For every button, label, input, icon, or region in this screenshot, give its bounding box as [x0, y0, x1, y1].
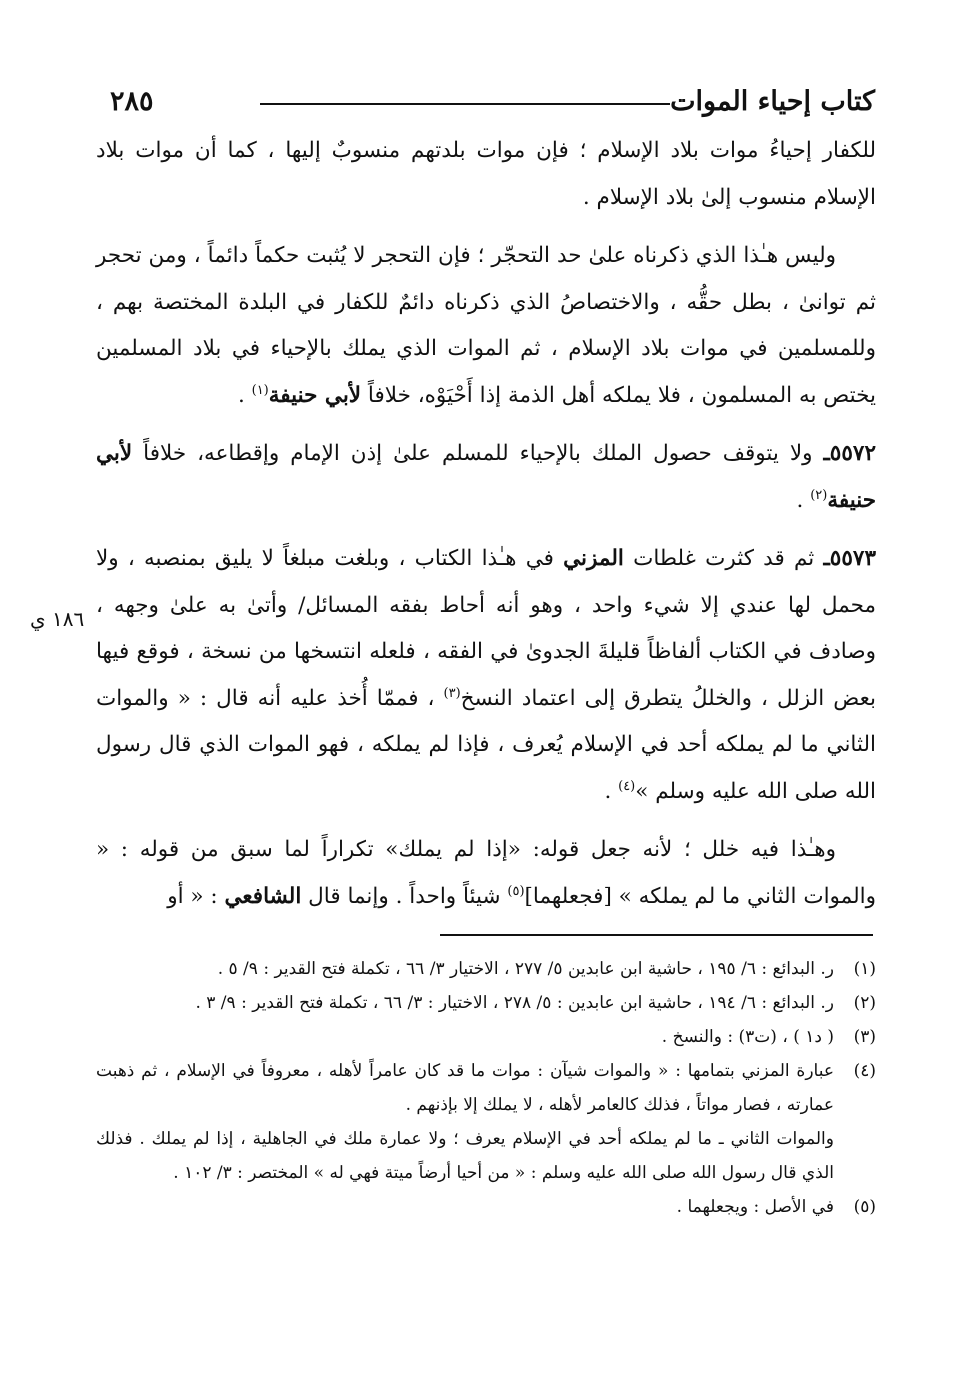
paragraph-4-end: . [604, 778, 619, 804]
footnote-text: في الأصل : ويجعلهما . [676, 1197, 834, 1217]
header-rule [260, 103, 670, 105]
paragraph-4 [96, 536, 876, 815]
paragraph-3-text: ولا يتوقف حصول الملك بالإحياء للمسلم علىٰ إذن الإمام وإقطاعه، خلافاً [132, 441, 824, 466]
running-title: كتاب إحياء الموات [670, 86, 875, 117]
footnote-text: عبارة المزني بتمامها : « والموات شيآن : موات ما قد كان عامراً لأهله ، معروفاً في الإسلام ، ثم ذهبت عمارته ، فصار مواتاً ، فذلك كالعامر لأهله ، لا يملك إلا بإذنهم . [96, 1061, 834, 1115]
paragraph-number-5573: ٥٥٧٣ـ [823, 546, 876, 571]
footnote-ref-1: (١) [251, 382, 269, 398]
footnote-number: (٥) [853, 1197, 876, 1217]
paragraph-4-text-b: في هـٰذا الكتاب ، وبلغت مبلغاً لا يليق بمنصبه ، ولا محمل لها عندي إلا شيء واحد ، وهو أنه أحاط بفقه المسائل/ وأتىٰ به علىٰ وجهه ، وصادف في الكتاب ألفاظاً قليلةَ الجدوىٰ في الفقه ، فلعله انتسخها من نسخة ، فوقع فيها بعض الزلل ، والخللُ يتطرق إلى اعتماد النسخ [96, 546, 876, 711]
paragraph-1-text: للكفار إحياءُ موات بلاد الإسلام ؛ فإن موات بلدتهم منسوبٌ إليها ، كما أن موات بلاد الإسلام منسوب إلىٰ بلاد الإسلام . [96, 138, 876, 210]
footnote-text: ( د١ ) ، (ت٣) : والنسخ . [661, 1027, 834, 1047]
paragraph-5-text-a: وهـٰذا فيه خلل ؛ لأنه جعل قوله: «إذا لم يملك» تكراراً لما سبق من قوله : « والموات الثاني ما لم يملكه » [فجعلهما] [96, 837, 876, 909]
footnote-text: ر. البدائع : ٦/ ١٩٤ ، حاشية ابن عابدين : ٥/ ٢٧٨ ، الاختيار : ٣/ ٦٦ ، تكملة فتح القدير : ٩/ ٣ . [195, 993, 834, 1013]
name-shafii: الشافعي [224, 883, 302, 909]
footnote-2 [96, 986, 876, 1020]
paragraph-number-5572: ٥٥٧٢ـ [823, 441, 876, 466]
paragraph-2-text: وليس هـٰذا الذي ذكرناه علىٰ حد التحجّر ؛ فإن التحجر لا يُثبت حكماً دائماً ، ومن تحجر ثم توانىٰ ، بطل حقُّه ، والاختصاصُ الذي ذكرناه دائمٌ للكفار في البلدة المختصة بهم ، وللمسلمين في موات بلاد الإسلام ، ثم الموات الذي يملك بالإحياء في بلاد المسلمين يختص به المسلمون ، فلا يملكه أهل الذمة إذا أَحْيَوْه، خلافاً [96, 243, 876, 408]
name-abu-hanifa: لأبي حنيفة [268, 382, 362, 408]
paragraph-3-end: . [796, 487, 811, 513]
footnote-4-continuation: والموات الثاني ـ ما لم يملكه أحد في الإسلام يعرف ؛ ولا عمارة ملك في الجاهلية ، إذا لم يملك . فذلك الذي قال رسول الله صلى الله عليه وسلم : « من أحيا أرضاً ميتة فهي له » المختصر : ٣/ ١٠٢ . [96, 1129, 834, 1183]
footnote-ref-5: (٥) [507, 883, 525, 899]
footnote-text: ر. البدائع : ٦/ ١٩٥ ، حاشية ابن عابدين ٥/ ٢٧٧ ، الاختيار ٣/ ٦٦ ، تكملة فتح القدير : ٩/ ٥ . [217, 959, 834, 979]
main-text [96, 128, 876, 920]
footnote-ref-2: (٢) [810, 487, 828, 503]
footnote-number: (٣) [853, 1027, 876, 1047]
footnote-5 [96, 1190, 876, 1224]
paragraph-5-text-c: : « أو [167, 883, 225, 909]
paragraph-4-text-c: ، فممّا أُخذ عليه أنه قال : « والموات الثاني ما لم يملكه أحد في الإسلام يُعرف ، فإذا لم يملكه ، فهو الموات الذي قال رسول الله صلى الله عليه وسلم » [96, 685, 876, 804]
footnote-1 [96, 952, 876, 986]
page-header [100, 80, 875, 124]
paragraph-5 [96, 827, 876, 920]
paragraph-5-text-b: شيئاً واحداً . وإنما قال [301, 883, 508, 909]
footnote-ref-3: (٣) [443, 685, 461, 701]
name-abu-hanifa: لأبي حنيفة [96, 441, 876, 513]
page-number: ٢٨٥ [110, 86, 154, 117]
paragraph-3 [96, 431, 876, 524]
paragraph-2-end: . [237, 382, 252, 408]
footnote-separator [440, 934, 873, 936]
footnote-4 [96, 1054, 876, 1122]
footnotes [96, 952, 876, 1224]
name-muzani: المزني [563, 546, 624, 571]
paragraph-2 [96, 233, 876, 419]
footnote-number: (١) [853, 959, 876, 979]
paragraph-4-text-a: ثم قد كثرت غلطات [623, 546, 824, 571]
footnote-ref-4: (٤) [618, 778, 636, 794]
footnote-3 [96, 1020, 876, 1054]
footnote-number: (٢) [853, 993, 876, 1013]
margin-manuscript-folio: ١٨٦ ي [30, 607, 85, 631]
paragraph-1 [96, 128, 876, 221]
footnote-number: (٤) [853, 1061, 876, 1081]
